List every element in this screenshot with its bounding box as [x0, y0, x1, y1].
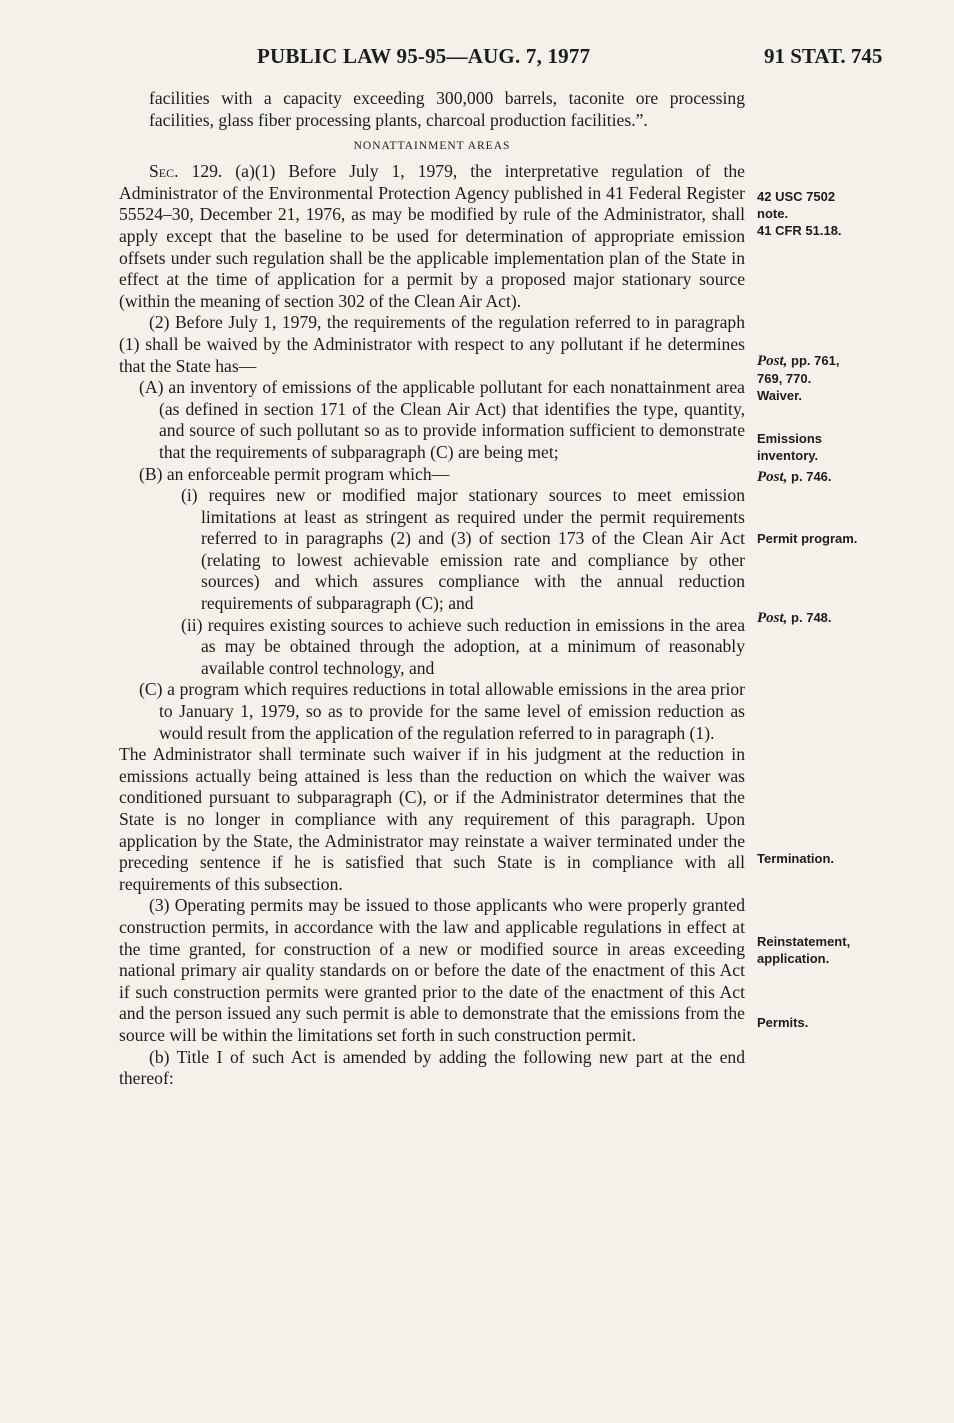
subparagraph-B: (B) an enforceable permit program which— [139, 463, 450, 484]
section-129-a1 [119, 161, 745, 312]
intro-paragraph: facilities with a capacity exceeding 300,000 barrels, taconite ore processing facilities, glass fiber processing plants, charcoal production facilities.”. [149, 88, 745, 130]
application-note: application. [757, 951, 830, 966]
post-pages: pp. 761, [791, 353, 840, 368]
waiver-note: Waiver. [757, 388, 803, 403]
page-header-title: PUBLIC LAW 95-95—AUG. 7, 1977 [257, 44, 591, 68]
sec-label: Sec. [149, 161, 179, 182]
post-italic: Post, [757, 610, 788, 626]
clause-ii: (ii) requires existing sources to achieve such reduction in emissions in the area as may be obtained through the adoption, at a minimum of reasonably available control technology, and [181, 614, 745, 678]
inventory-note: inventory. [757, 448, 819, 463]
usc-note: note. [757, 206, 789, 221]
post-italic: Post, [757, 353, 788, 369]
margin-note-permit-program: Permit program. [757, 531, 858, 546]
paragraph-a3: (3) Operating permits may be issued to those applicants who were properly granted construction permits, in accordance with the law and applicable regulations in effect at the time granted, for construction of a new or modified source in areas exceeding national primary air quality standards on or before the date of the enactment of this Act if such construction permits were granted prior to the date of the enactment of this Act and the person issued any such permit is able to demonstrate that the emissions from the source will be within the limitations set forth in such construction permit. [119, 895, 745, 1045]
cfr-citation: 41 CFR 51.18. [757, 223, 842, 238]
margin-note-post-746 [757, 468, 947, 486]
page-header-stat: 91 STAT. 745 [764, 44, 883, 68]
paragraph-a2: (2) Before July 1, 1979, the requirements of the regulation referred to in paragraph (1) shall be waived by the Administrator with respect to any pollutant if he determines that the State has— [119, 312, 745, 376]
reinstatement-note: Reinstatement, [757, 934, 851, 949]
usc-citation: 42 USC 7502 [757, 189, 836, 204]
margin-note-post-761 [757, 352, 947, 404]
post-page: p. 746. [791, 469, 832, 484]
margin-note-emissions [757, 430, 947, 464]
margin-note-permits: Permits. [757, 1015, 809, 1030]
sec-a1-text: 129. (a)(1) Before July 1, 1979, the interpretative regulation of the Administrator of the Environmental Protection Agency published in 41 Federal Register 55524–30, December 21, 1976, as may be modified by rule of the Administrator, shall apply except that the baseline to be used for determination of appropriate emission offsets under such regulation shall be the applicable implementation plan of the State in effect at the time of application for a permit by a proposed major stationary source (within the meaning of section 302 of the Clean Air Act). [119, 161, 745, 311]
margin-note-usc [757, 188, 947, 239]
post-italic: Post, [757, 469, 788, 485]
subparagraph-A: (A) an inventory of emissions of the applicable pollutant for each nonattainment area (as defined in section 171 of the Clean Air Act) that identifies the type, quantity, and source of such pollutant so as to provide information sufficient to demonstrate that the requirements of subparagraph (C) are being met; [139, 377, 745, 462]
section-heading: NONATTAINMENT AREAS [353, 140, 511, 153]
body-text [119, 88, 745, 1090]
emissions-note: Emissions [757, 431, 823, 446]
margin-note-termination: Termination. [757, 851, 835, 866]
margin-note-reinstatement [757, 933, 947, 967]
clause-i: (i) requires new or modified major stationary sources to meet emission limitations at least as stringent as required under the permit requirements referred to in paragraphs (2) and (3) of section 173 of the Clean Air Act (relating to lowest achievable emission rate and compliance by other sources) and which assures compliance with the annual reduction requirements of subparagraph (C); and [181, 485, 745, 614]
termination-paragraph: The Administrator shall terminate such waiver if in his judgment at the reduction in emissions actually being attained is less than the reduction on which the waiver was conditioned pursuant to subparagraph (C), or if the Administrator determines that the State is no longer in compliance with any requirement of this paragraph. Upon application by the State, the Administrator may reinstate a waiver terminated under the preceding sentence if he is satisfied that such State is in compliance with all requirements of this subsection. [119, 744, 745, 894]
margin-note-post-748 [757, 609, 947, 627]
subsection-b: (b) Title I of such Act is amended by adding the following new part at the end thereof: [119, 1046, 745, 1089]
post-pages-cont: 769, 770. [757, 371, 812, 386]
subparagraph-C: (C) a program which requires reductions in total allowable emissions in the area prior to January 1, 1979, so as to provide for the same level of emission reduction as would result from the application of the regulation referred to in paragraph (1). [139, 679, 745, 743]
post-page: p. 748. [791, 610, 832, 625]
